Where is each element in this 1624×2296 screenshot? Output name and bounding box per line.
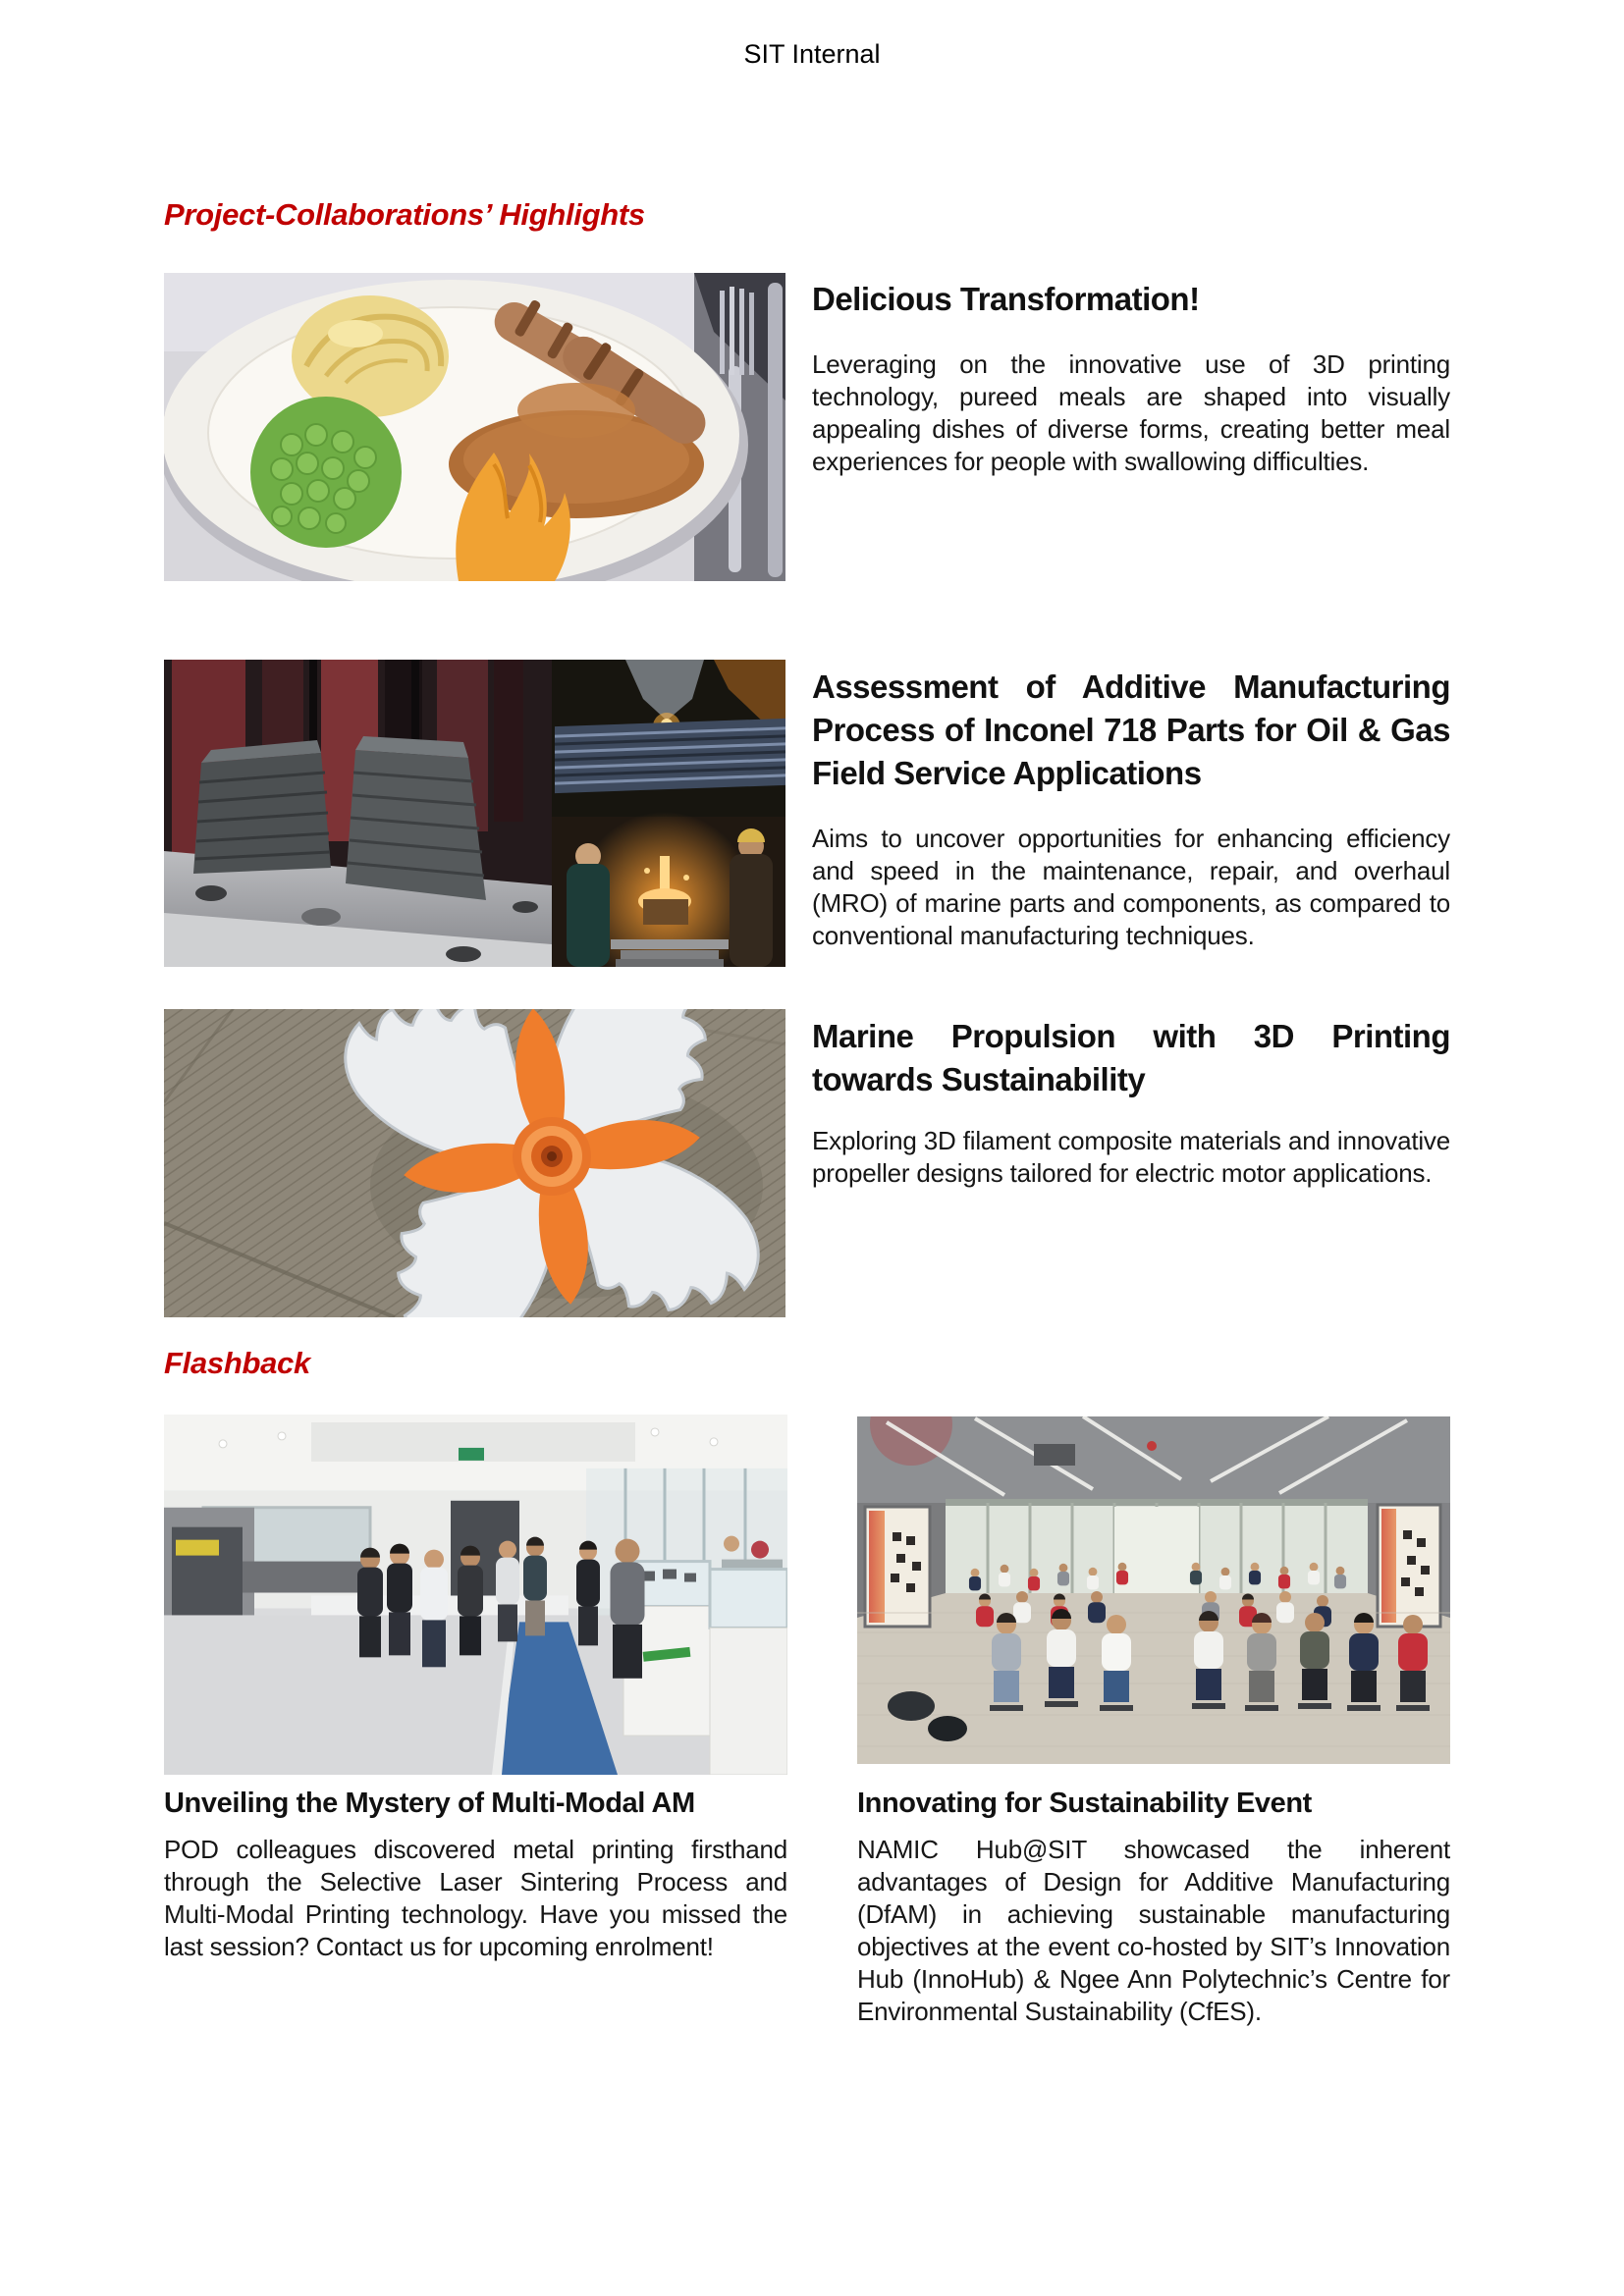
exit-sign-glyph bbox=[459, 1448, 484, 1461]
highlight-item-2 bbox=[812, 666, 1450, 952]
qr-screen-left bbox=[865, 1507, 930, 1627]
classification-watermark: SIT Internal bbox=[743, 39, 881, 69]
item-heading: Delicious Transformation! bbox=[812, 281, 1200, 317]
flashback-section-title: Flashback bbox=[164, 1346, 310, 1380]
item-body: Exploring 3D filament composite materials and innovative propeller designs tailored for electric motor applications. bbox=[812, 1126, 1450, 1188]
item-heading: Innovating for Sustainability Event bbox=[857, 1788, 1312, 1819]
showroom-tour-photo bbox=[164, 1415, 787, 1775]
inconel-am-photo bbox=[164, 660, 785, 967]
qr-screen-right bbox=[1378, 1505, 1440, 1627]
item-body: Leveraging on the innovative use of 3D printing technology, pureed meals are shaped into visually appealing dishes of diverse forms, creating better meal experiences for people with swallowing difficulties. bbox=[812, 349, 1450, 476]
item-heading: Assessment of Additive Manufacturing Process of Inconel 718 Parts for Oil & Gas Field Service Applications bbox=[812, 668, 1450, 791]
item-body: Aims to uncover opportunities for enhancing efficiency and speed in the maintenance, repair, and overhaul (MRO) of marine parts and components, as compared to conventional manufacturing techniques. bbox=[812, 824, 1450, 950]
pea-dome bbox=[250, 397, 402, 548]
flashback-column-right bbox=[857, 1785, 1450, 2028]
audience-front-row bbox=[990, 1609, 1430, 1711]
event-audience-photo bbox=[857, 1416, 1450, 1764]
propeller-photo bbox=[164, 1009, 785, 1317]
item-body: POD colleagues discovered metal printing firsthand through the Selective Laser Sintering Process and Multi-Modal Printing technology. Have you missed the last session? Contact us for upcoming enrolment! bbox=[164, 1835, 787, 1961]
highlights-section-title: Project-Collaborations’ Highlights bbox=[164, 197, 645, 232]
item-body: NAMIC Hub@SIT showcased the inherent advantages of Design for Additive Manufacturing (DfAM) in achieving sustainable manufacturing objectives at the event co-hosted by SIT’s Innovation Hub (InnoHub) & Ngee Ann Polytechnic’s Centre for Environmental Sustainability (CfES). bbox=[857, 1835, 1450, 2026]
knife-glyph bbox=[768, 283, 783, 577]
ceiling-light-glyph bbox=[1147, 1441, 1157, 1451]
highlight-item-1 bbox=[812, 278, 1450, 478]
highlight-item-3 bbox=[812, 1015, 1450, 1190]
item-heading: Marine Propulsion with 3D Printing towards Sustainability bbox=[812, 1018, 1450, 1097]
pureed-meal-photo bbox=[164, 273, 785, 581]
item-heading: Unveiling the Mystery of Multi-Modal AM bbox=[164, 1788, 695, 1819]
flashback-column-left bbox=[164, 1785, 787, 1963]
